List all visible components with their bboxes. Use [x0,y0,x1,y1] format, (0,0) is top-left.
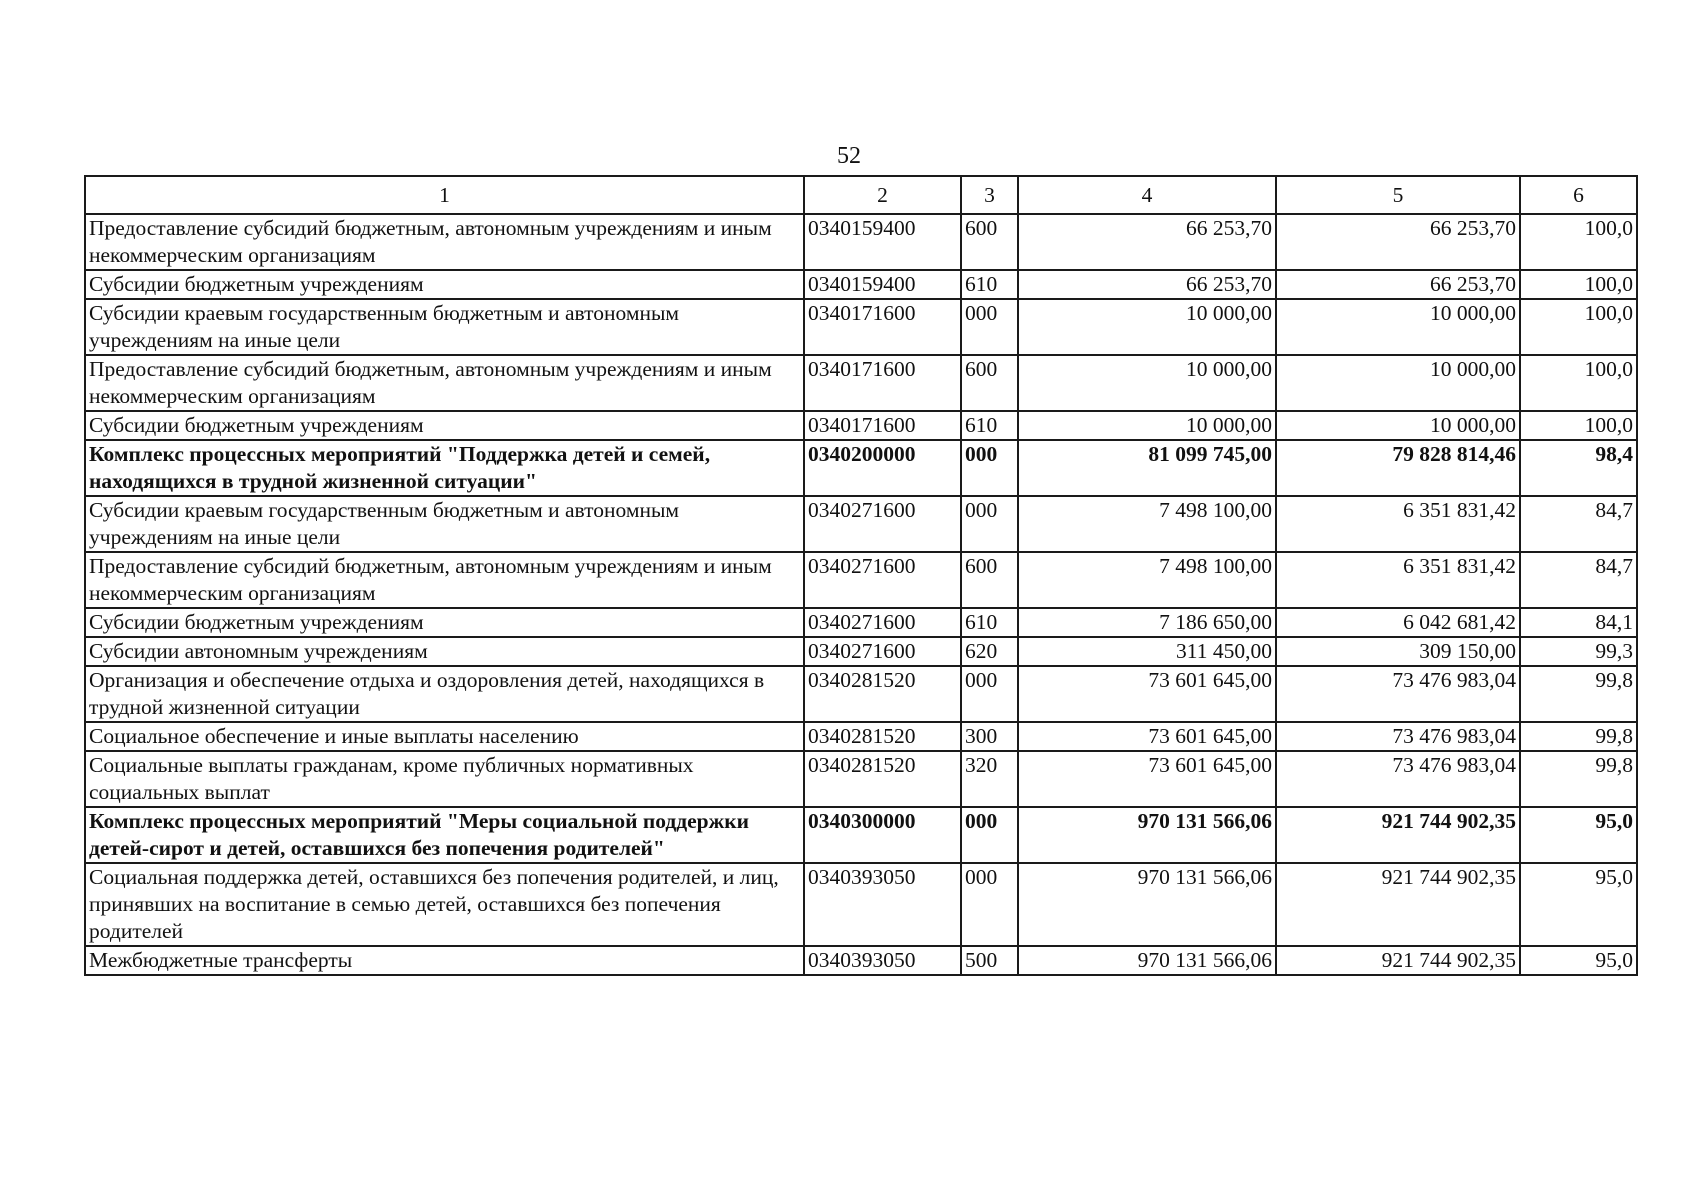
table-row [85,411,1637,440]
table-row [85,807,1637,863]
item-name-cell: Субсидии бюджетным учреждениям [85,270,804,299]
table-row [85,946,1637,975]
actual-amount-cell: 10 000,00 [1276,411,1520,440]
expense-type-cell: 600 [961,355,1018,411]
target-code-cell: 0340271600 [804,637,961,666]
plan-amount-cell: 73 601 645,00 [1018,666,1276,722]
percent-cell: 95,0 [1520,807,1637,863]
table-row [85,270,1637,299]
item-name-cell: Предоставление субсидий бюджетным, автономным учреждениям и иным некоммерческим организациям [85,552,804,608]
percent-cell: 100,0 [1520,411,1637,440]
target-code-cell: 0340281520 [804,751,961,807]
actual-amount-cell: 10 000,00 [1276,355,1520,411]
percent-cell: 99,8 [1520,722,1637,751]
target-code-cell: 0340159400 [804,270,961,299]
table-row [85,299,1637,355]
item-name-cell: Комплекс процессных мероприятий "Поддержка детей и семей, находящихся в трудной жизненной ситуации" [85,440,804,496]
header-cell-5: 5 [1276,176,1520,214]
target-code-cell: 0340171600 [804,299,961,355]
plan-amount-cell: 7 498 100,00 [1018,552,1276,608]
plan-amount-cell: 10 000,00 [1018,355,1276,411]
actual-amount-cell: 6 351 831,42 [1276,496,1520,552]
item-name-cell: Социальная поддержка детей, оставшихся без попечения родителей, и лиц, принявших на воспитание в семью детей, оставшихся без попечения родителей [85,863,804,946]
table-row [85,751,1637,807]
item-name-cell: Межбюджетные трансферты [85,946,804,975]
actual-amount-cell: 921 744 902,35 [1276,863,1520,946]
percent-cell: 99,3 [1520,637,1637,666]
percent-cell: 99,8 [1520,751,1637,807]
plan-amount-cell: 10 000,00 [1018,299,1276,355]
plan-amount-cell: 7 498 100,00 [1018,496,1276,552]
expense-type-cell: 300 [961,722,1018,751]
expense-type-cell: 320 [961,751,1018,807]
header-cell-2: 2 [804,176,961,214]
item-name-cell: Предоставление субсидий бюджетным, автономным учреждениям и иным некоммерческим организациям [85,214,804,270]
expense-type-cell: 610 [961,270,1018,299]
plan-amount-cell: 311 450,00 [1018,637,1276,666]
table-row [85,552,1637,608]
target-code-cell: 0340393050 [804,863,961,946]
item-name-cell: Субсидии краевым государственным бюджетным и автономным учреждениям на иные цели [85,299,804,355]
target-code-cell: 0340200000 [804,440,961,496]
percent-cell: 100,0 [1520,270,1637,299]
table-row [85,608,1637,637]
plan-amount-cell: 73 601 645,00 [1018,751,1276,807]
target-code-cell: 0340271600 [804,552,961,608]
actual-amount-cell: 79 828 814,46 [1276,440,1520,496]
actual-amount-cell: 6 351 831,42 [1276,552,1520,608]
table-row [85,722,1637,751]
item-name-cell: Субсидии бюджетным учреждениям [85,411,804,440]
expense-type-cell: 000 [961,299,1018,355]
table-row [85,637,1637,666]
table-row [85,440,1637,496]
target-code-cell: 0340171600 [804,355,961,411]
percent-cell: 100,0 [1520,214,1637,270]
expense-type-cell: 500 [961,946,1018,975]
target-code-cell: 0340300000 [804,807,961,863]
header-cell-6: 6 [1520,176,1637,214]
plan-amount-cell: 66 253,70 [1018,270,1276,299]
expense-type-cell: 610 [961,608,1018,637]
percent-cell: 95,0 [1520,946,1637,975]
target-code-cell: 0340281520 [804,722,961,751]
page-number: 52 [837,143,861,169]
header-cell-3: 3 [961,176,1018,214]
percent-cell: 100,0 [1520,299,1637,355]
expense-type-cell: 000 [961,440,1018,496]
item-name-cell: Социальное обеспечение и иные выплаты населению [85,722,804,751]
expense-type-cell: 000 [961,496,1018,552]
expense-type-cell: 000 [961,807,1018,863]
target-code-cell: 0340393050 [804,946,961,975]
percent-cell: 84,7 [1520,552,1637,608]
target-code-cell: 0340281520 [804,666,961,722]
actual-amount-cell: 10 000,00 [1276,299,1520,355]
plan-amount-cell: 970 131 566,06 [1018,946,1276,975]
actual-amount-cell: 6 042 681,42 [1276,608,1520,637]
plan-amount-cell: 7 186 650,00 [1018,608,1276,637]
item-name-cell: Социальные выплаты гражданам, кроме публичных нормативных социальных выплат [85,751,804,807]
target-code-cell: 0340271600 [804,496,961,552]
expense-type-cell: 000 [961,666,1018,722]
table-row [85,214,1637,270]
expense-type-cell: 600 [961,214,1018,270]
target-code-cell: 0340271600 [804,608,961,637]
plan-amount-cell: 970 131 566,06 [1018,863,1276,946]
plan-amount-cell: 10 000,00 [1018,411,1276,440]
percent-cell: 99,8 [1520,666,1637,722]
table-row [85,863,1637,946]
actual-amount-cell: 73 476 983,04 [1276,722,1520,751]
item-name-cell: Субсидии бюджетным учреждениям [85,608,804,637]
header-cell-4: 4 [1018,176,1276,214]
actual-amount-cell: 66 253,70 [1276,214,1520,270]
expense-type-cell: 620 [961,637,1018,666]
percent-cell: 95,0 [1520,863,1637,946]
header-cell-1: 1 [85,176,804,214]
item-name-cell: Организация и обеспечение отдыха и оздоровления детей, находящихся в трудной жизненной ситуации [85,666,804,722]
plan-amount-cell: 73 601 645,00 [1018,722,1276,751]
target-code-cell: 0340171600 [804,411,961,440]
budget-table [84,175,1638,976]
expense-type-cell: 610 [961,411,1018,440]
percent-cell: 98,4 [1520,440,1637,496]
item-name-cell: Субсидии краевым государственным бюджетным и автономным учреждениям на иные цели [85,496,804,552]
expense-type-cell: 600 [961,552,1018,608]
table-row [85,496,1637,552]
plan-amount-cell: 81 099 745,00 [1018,440,1276,496]
percent-cell: 84,1 [1520,608,1637,637]
plan-amount-cell: 66 253,70 [1018,214,1276,270]
percent-cell: 84,7 [1520,496,1637,552]
actual-amount-cell: 66 253,70 [1276,270,1520,299]
actual-amount-cell: 73 476 983,04 [1276,666,1520,722]
item-name-cell: Предоставление субсидий бюджетным, автономным учреждениям и иным некоммерческим организациям [85,355,804,411]
target-code-cell: 0340159400 [804,214,961,270]
item-name-cell: Комплекс процессных мероприятий "Меры социальной поддержки детей-сирот и детей, оставшихся без попечения родителей" [85,807,804,863]
percent-cell: 100,0 [1520,355,1637,411]
item-name-cell: Субсидии автономным учреждениям [85,637,804,666]
actual-amount-cell: 73 476 983,04 [1276,751,1520,807]
expense-type-cell: 000 [961,863,1018,946]
table-row [85,666,1637,722]
table-row [85,355,1637,411]
actual-amount-cell: 309 150,00 [1276,637,1520,666]
actual-amount-cell: 921 744 902,35 [1276,807,1520,863]
table-header-row [85,176,1637,214]
actual-amount-cell: 921 744 902,35 [1276,946,1520,975]
plan-amount-cell: 970 131 566,06 [1018,807,1276,863]
